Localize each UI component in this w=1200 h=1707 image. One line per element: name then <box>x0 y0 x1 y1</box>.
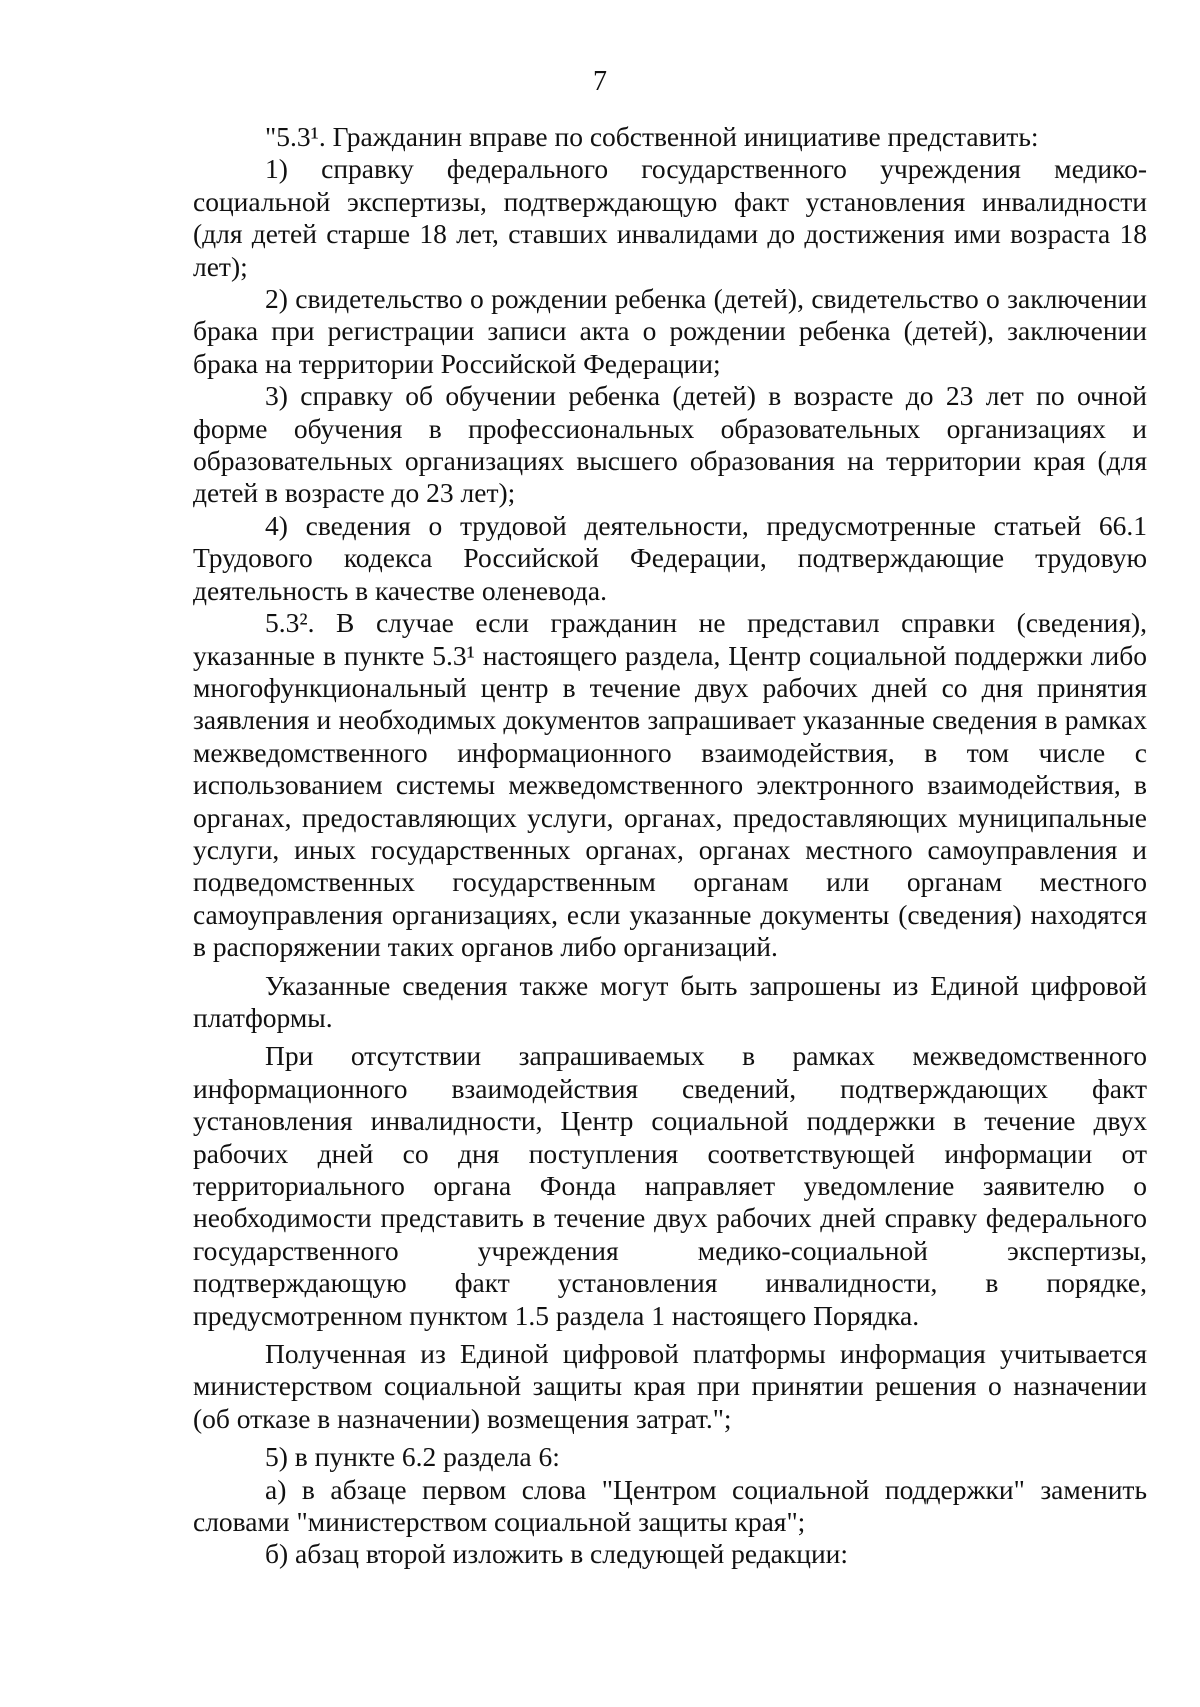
paragraph-received-information: Полученная из Единой цифровой платформы информация учитывается министерством социальной защиты края при принятии решения о назначении (об отказе в назначении) возмещения затрат."; <box>193 1338 1147 1434</box>
paragraph-item-3: 3) справку об обучении ребенка (детей) в возрасте до 23 лет по очной форме обучения в профессиональных образовательных организациях и образовательных организациях высшего образования на территории края (для детей в возрасте до 23 лет); <box>193 380 1147 509</box>
paragraph-digital-platform: Указанные сведения также могут быть запрошены из Единой цифровой платформы. <box>193 969 1147 1033</box>
paragraph-subitem-b: б) абзац второй изложить в следующей редакции: <box>265 1538 849 1570</box>
paragraph-absence-of-information: При отсутствии запрашиваемых в рамках межведомственного информационного взаимодействия сведений, подтверждающих факт установления инвалидности, Центр социальной поддержки в течение двух рабочих дней со дня поступления соответствующей информации от территориального органа Фонда направляет уведомление заявителю о необходимости представить в течение двух рабочих дней справку федерального государственного учреждения медико-социальной экспертизы, подтверждающую факт установления инвалидности, в порядке, предусмотренном пунктом 1.5 раздела 1 настоящего Порядка. <box>193 1040 1147 1331</box>
paragraph-5-3-2: 5.3². В случае если гражданин не представил справки (сведения), указанные в пункте 5.3¹ настоящего раздела, Центр социальной поддержки либо многофункциональный центр в течение двух рабочих дней со дня принятия заявления и необходимых документов запрашивает указанные сведения в рамках межведомственного информационного взаимодействия, в том числе с использованием системы межведомственного электронного взаимодействия, в органах, предоставляющих услуги, органах, предоставляющих муниципальные услуги, иных государственных органах, органах местного самоуправления и подведомственных государственным органам или органам местного самоуправления организациях, если указанные документы (сведения) находятся в распоряжении таких органов либо организаций. <box>193 607 1147 963</box>
page-number: 7 <box>593 66 607 97</box>
paragraph-item-1: 1) справку федерального государственного учреждения медико-социальной экспертизы, подтверждающую факт установления инвалидности (для детей старше 18 лет, ставших инвалидами до достижения ими возраста 18 лет); <box>193 153 1147 282</box>
paragraph-5-3-1-intro: "5.3¹. Гражданин вправе по собственной инициативе представить: <box>265 121 1039 152</box>
paragraph-item-4: 4) сведения о трудовой деятельности, предусмотренные статьей 66.1 Трудового кодекса Российской Федерации, подтверждающие трудовую деятельность в качестве оленевода. <box>193 509 1147 606</box>
paragraph-point-5: 5) в пункте 6.2 раздела 6: <box>265 1441 560 1473</box>
paragraph-item-2: 2) свидетельство о рождении ребенка (детей), свидетельство о заключении брака при регистрации записи акта о рождении ребенка (детей), заключении брака на территории Российской Федерации; <box>193 283 1147 379</box>
paragraph-subitem-a: а) в абзаце первом слова "Центром социальной поддержки" заменить словами "министерством социальной защиты края"; <box>193 1473 1147 1538</box>
document-body <box>193 121 1147 1571</box>
